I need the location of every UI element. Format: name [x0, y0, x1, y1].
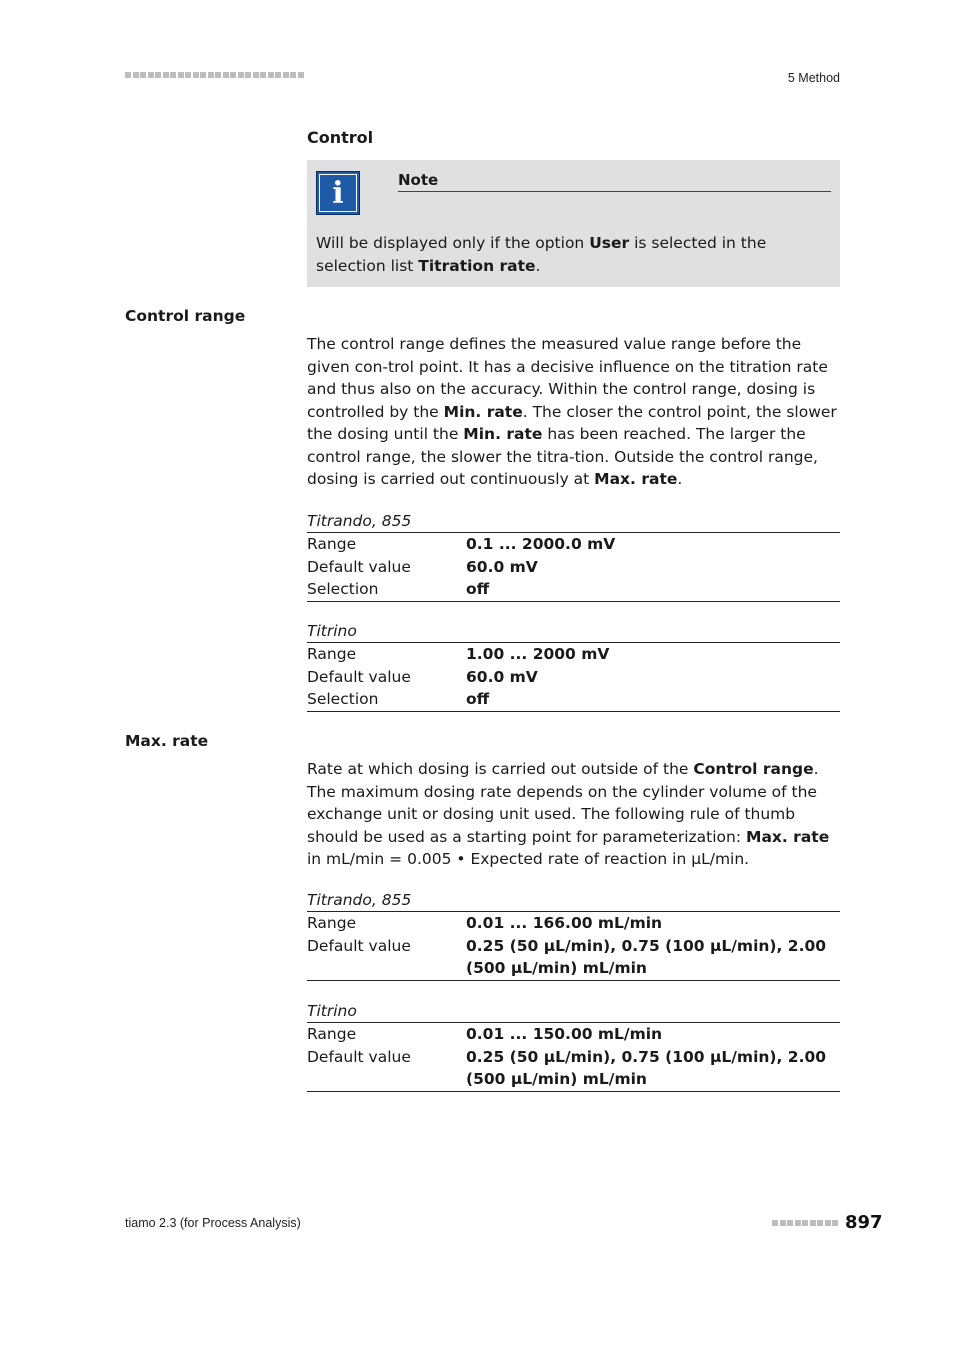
max-rate-table-titrino	[307, 1000, 840, 1092]
table-row: Default value 60.0 mV	[307, 557, 538, 576]
control-range-table-titrando	[307, 510, 840, 602]
table-row: Selection off	[307, 690, 490, 708]
table-row: Range 0.1 ... 2000.0 mV	[307, 535, 616, 553]
table-row: Selection off	[307, 580, 490, 598]
chapter-label: 5 Method	[787, 71, 840, 85]
note-text: Will be displayed only if the option User is selected in the selection list Titration rate.	[316, 234, 767, 275]
footer-decoration	[772, 1220, 842, 1228]
table-row: Range 0.01 ... 150.00 mL/min	[307, 1025, 663, 1043]
note-label: Note	[398, 171, 831, 192]
footer-product: tiamo 2.3 (for Process Analysis)	[125, 1216, 301, 1230]
heading-max-rate: Max. rate	[125, 732, 209, 750]
control-range-description: The control range defines the measured value range before the given con-trol point. It has a decisive influence on the titration rate and thus also on the accuracy. Within the control range, dosing is controlled by the Min. rate. The closer the control point, the slower the dosing until the Min. rate has been reached. The larger the control range, the slower the titra-tion. Outside the control range, dosing is carried out continuously at Max. rate.	[307, 335, 837, 488]
note-box	[307, 160, 840, 287]
table-row: Range 1.00 ... 2000 mV	[307, 645, 610, 663]
info-icon: i	[316, 171, 360, 215]
max-rate-table-titrando	[307, 889, 840, 981]
table-caption: Titrino	[307, 620, 840, 643]
header-decoration	[125, 72, 307, 82]
table-row: Default value 0.25 (50 µL/min), 0.75 (100 µL/min), 2.00 (500 µL/min) mL/min	[307, 936, 827, 977]
heading-control-range: Control range	[125, 307, 246, 325]
max-rate-description: Rate at which dosing is carried out outside of the Control range. The maximum dosing rate depends on the cylinder volume of the exchange unit or dosing unit used. The following rule of thumb should be used as a starting point for parameterization: Max. rate in mL/min = 0.005 • Expected rate of reaction in µL/min.	[307, 760, 830, 868]
page-number: 897	[845, 1212, 883, 1233]
section-title-control: Control	[307, 128, 374, 147]
table-caption: Titrando, 855	[307, 889, 840, 912]
table-row: Range 0.01 ... 166.00 mL/min	[307, 914, 663, 932]
table-row: Default value 0.25 (50 µL/min), 0.75 (100 µL/min), 2.00 (500 µL/min) mL/min	[307, 1047, 827, 1088]
table-row: Default value 60.0 mV	[307, 667, 538, 686]
control-range-table-titrino	[307, 620, 840, 712]
table-caption: Titrando, 855	[307, 510, 840, 533]
table-caption: Titrino	[307, 1000, 840, 1023]
